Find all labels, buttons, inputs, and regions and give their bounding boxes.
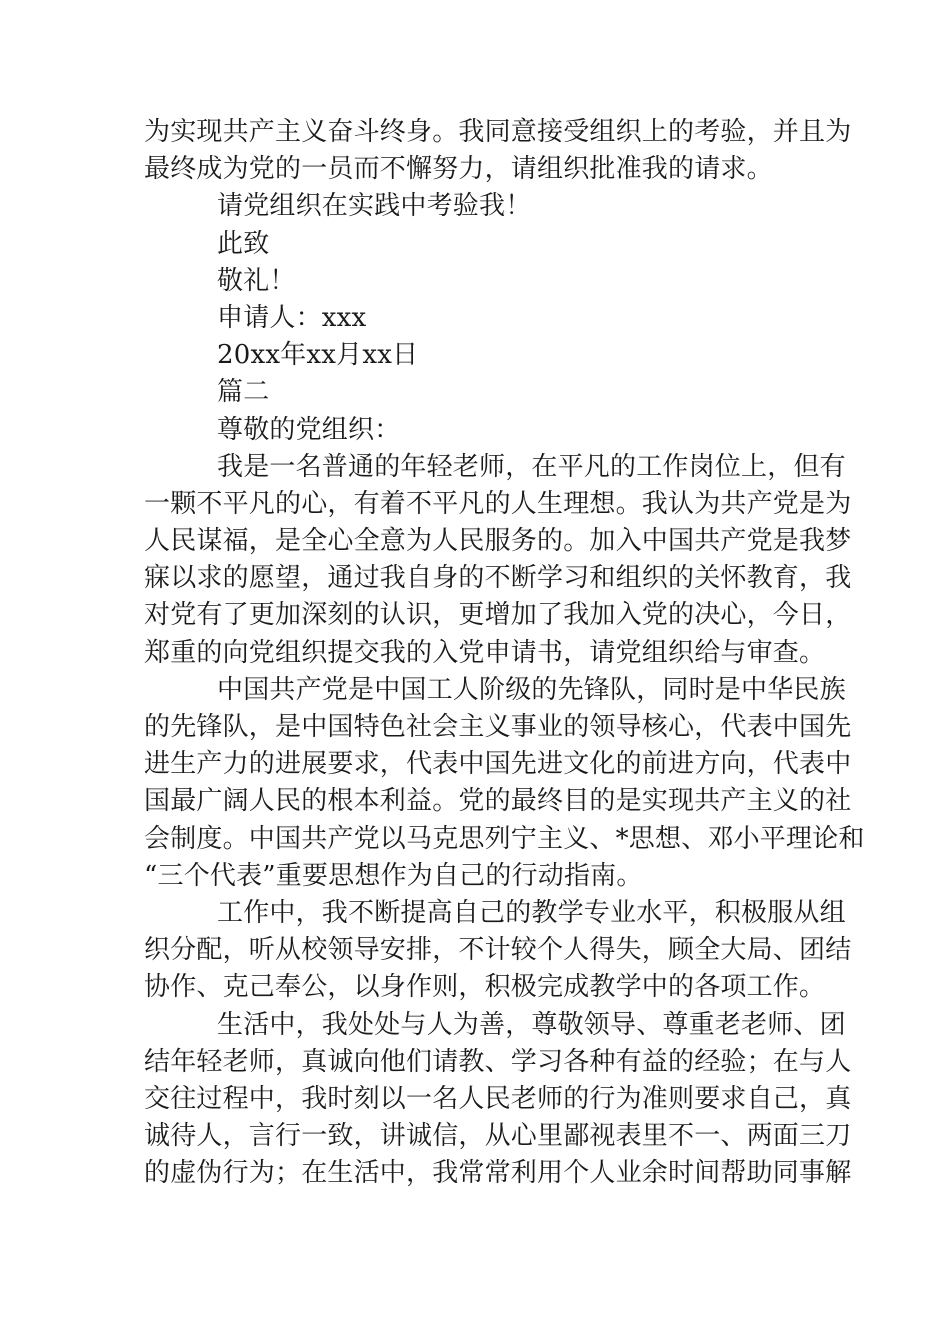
text-line: 一颗不平凡的心，有着不平凡的人生理想。我认为共产党是为 <box>144 488 852 519</box>
text-line: 交往过程中，我时刻以一名人民老师的行为准则要求自己，真 <box>144 1083 852 1114</box>
text-line: 申请人：xxx <box>217 302 367 333</box>
text-line: 织分配，听从校领导安排，不计较个人得失，顾全大局、团结 <box>144 935 852 966</box>
text-line: 寐以求的愿望，通过我自身的不断学习和组织的关怀教育，我 <box>144 563 852 594</box>
text-line: 最终成为党的一员而不懈努力，请组织批准我的请求。 <box>144 154 773 185</box>
text-line: 的虚伪行为；在生活中，我常常利用个人业余时间帮助同事解 <box>144 1158 852 1189</box>
text-line: 我是一名普通的年轻老师，在平凡的工作岗位上，但有 <box>217 451 846 482</box>
document-body <box>144 114 865 1192</box>
text-line: 郑重的向党组织提交我的入党申请书，请党组织给与审查。 <box>144 637 826 668</box>
text-line: 篇二 <box>217 377 270 408</box>
text-line: 的先锋队，是中国特色社会主义事业的领导核心，代表中国先 <box>144 712 852 742</box>
text-line: 诚待人，言行一致，讲诚信，从心里鄙视表里不一、两面三刀 <box>144 1121 852 1152</box>
text-line: 进生产力的进展要求，代表中国先进文化的前进方向，代表中 <box>144 749 852 780</box>
text-line: 协作、克己奉公，以身作则，积极完成教学中的各项工作。 <box>144 972 826 1003</box>
text-line: 人民谋福，是全心全意为人民服务的。加入中国共产党是我梦 <box>144 526 852 557</box>
text-line: 20xx年xx月xx日 <box>217 340 419 371</box>
text-line: 生活中，我处处与人为善，尊敬领导、尊重老老师、团 <box>217 1009 846 1040</box>
text-line: 会制度。中国共产党以马克思列宁主义、*思想、邓小平理论和 <box>144 823 865 854</box>
text-line: 请党组织在实践中考验我！ <box>217 191 532 222</box>
text-line: 尊敬的党组织： <box>217 414 401 445</box>
text-line: “三个代表”重要思想作为自己的行动指南。 <box>144 860 643 891</box>
text-line: 中国共产党是中国工人阶级的先锋队，同时是中华民族 <box>217 674 846 705</box>
text-line: 结年轻老师，真诚向他们请教、学习各种有益的经验；在与人 <box>144 1046 852 1077</box>
text-line: 此致 <box>217 228 270 259</box>
text-line: 为实现共产主义奋斗终身。我同意接受组织上的考验，并且为 <box>144 117 852 147</box>
text-line: 敬礼！ <box>217 265 296 296</box>
text-line: 工作中，我不断提高自己的教学专业水平，积极服从组 <box>217 897 846 928</box>
text-line: 对党有了更加深刻的认识，更增加了我加入党的决心，今日， <box>144 600 852 631</box>
text-line: 国最广阔人民的根本利益。党的最终目的是实现共产主义的社 <box>144 786 852 817</box>
